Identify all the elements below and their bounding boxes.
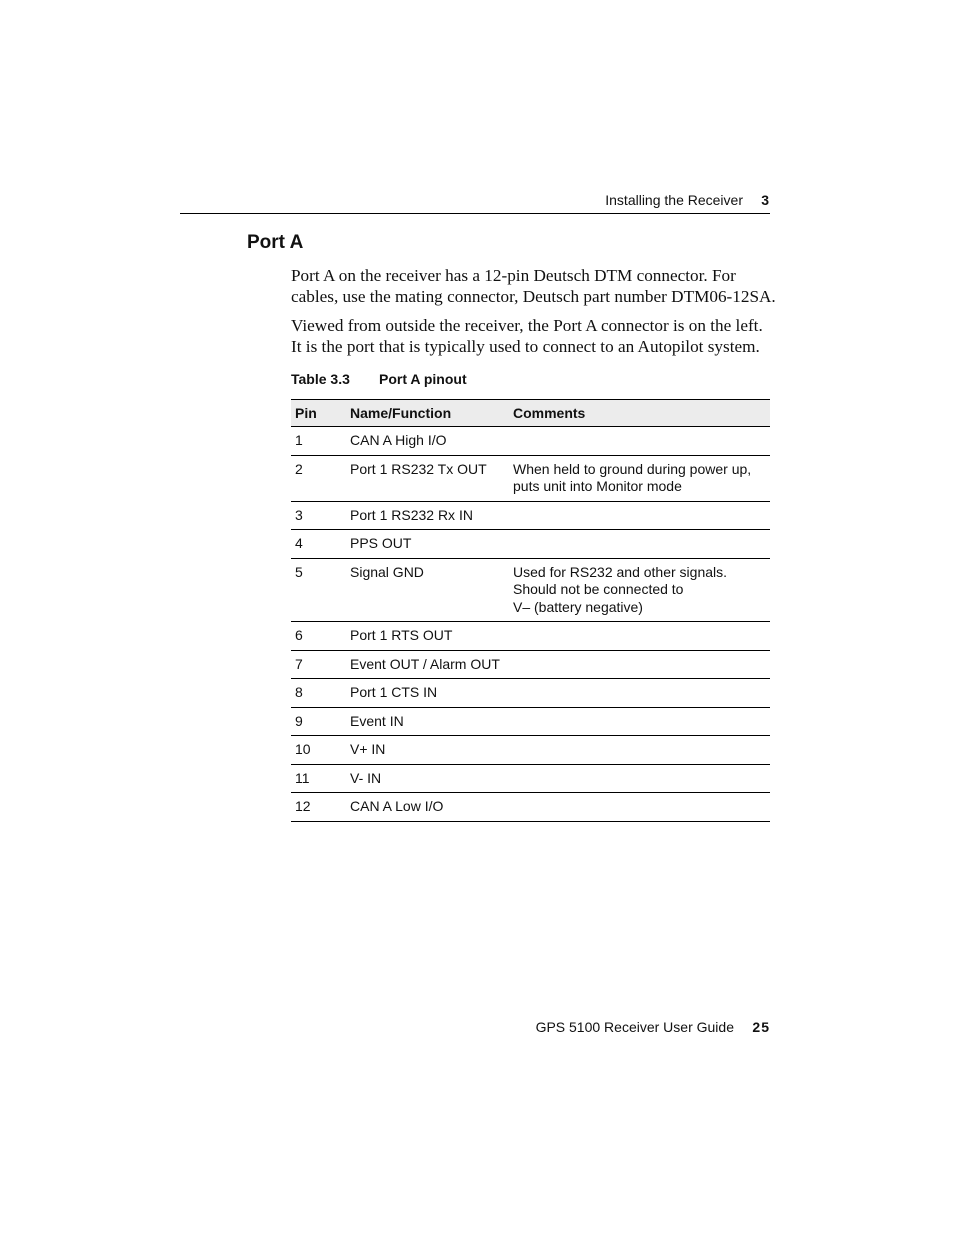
- table-row: [291, 793, 770, 822]
- name-function-cell: PPS OUT: [346, 530, 509, 559]
- column-header-name-function: Name/Function: [346, 400, 509, 427]
- pin-cell: 8: [291, 679, 346, 708]
- comment-cell: [509, 793, 770, 822]
- comment-cell: [509, 764, 770, 793]
- document-title: GPS 5100 Receiver User Guide: [535, 1019, 734, 1035]
- comment-cell: [509, 427, 770, 456]
- pin-cell: 4: [291, 530, 346, 559]
- name-function-cell: Port 1 RS232 Rx IN: [346, 501, 509, 530]
- table-caption-title: Port A pinout: [379, 371, 467, 387]
- running-footer: [180, 1019, 770, 1039]
- chapter-number: 3: [761, 192, 769, 208]
- body-paragraph: Port A on the receiver has a 12-pin Deutsch DTM connector. For cables, use the mating connector, Deutsch part number DTM06-12SA.: [291, 266, 776, 306]
- table-row: [291, 501, 770, 530]
- table-row: [291, 736, 770, 765]
- pin-cell: 9: [291, 707, 346, 736]
- name-function-cell: Signal GND: [346, 558, 509, 622]
- comment-cell: [509, 736, 770, 765]
- table-caption-number: Table 3.3: [291, 371, 350, 387]
- page-number: 25: [752, 1019, 770, 1035]
- comment-cell: [509, 707, 770, 736]
- table-row: [291, 455, 770, 501]
- comment-cell: [509, 650, 770, 679]
- pin-cell: 7: [291, 650, 346, 679]
- pin-cell: 11: [291, 764, 346, 793]
- name-function-cell: Port 1 RTS OUT: [346, 622, 509, 651]
- comment-cell: [509, 622, 770, 651]
- pin-cell: 1: [291, 427, 346, 456]
- pin-cell: 5: [291, 558, 346, 622]
- pinout-table: [291, 399, 770, 822]
- table-row: [291, 650, 770, 679]
- comment-cell: [509, 501, 770, 530]
- table-body: [291, 427, 770, 822]
- chapter-title: Installing the Receiver: [605, 192, 743, 208]
- table-row: [291, 707, 770, 736]
- name-function-cell: Event OUT / Alarm OUT: [346, 650, 509, 679]
- comment-cell: Used for RS232 and other signals. Should not be connected to V– (battery negative): [509, 558, 770, 622]
- comment-cell: [509, 679, 770, 708]
- comment-cell: When held to ground during power up, puts unit into Monitor mode: [509, 455, 770, 501]
- section-heading: Port A: [247, 232, 304, 253]
- running-header: [180, 190, 770, 214]
- column-header-pin: Pin: [291, 400, 346, 427]
- name-function-cell: Port 1 RS232 Tx OUT: [346, 455, 509, 501]
- column-header-comments: Comments: [509, 400, 770, 427]
- comment-cell: [509, 530, 770, 559]
- name-function-cell: V+ IN: [346, 736, 509, 765]
- pin-cell: 12: [291, 793, 346, 822]
- table-row: [291, 427, 770, 456]
- table-row: [291, 679, 770, 708]
- table-header-row: [291, 400, 770, 427]
- name-function-cell: CAN A Low I/O: [346, 793, 509, 822]
- name-function-cell: V- IN: [346, 764, 509, 793]
- table-row: [291, 764, 770, 793]
- name-function-cell: Event IN: [346, 707, 509, 736]
- pin-cell: 6: [291, 622, 346, 651]
- table-row: [291, 558, 770, 622]
- body-paragraph: Viewed from outside the receiver, the Port A connector is on the left. It is the port that is typically used to connect to an Autopilot system.: [291, 316, 763, 356]
- name-function-cell: Port 1 CTS IN: [346, 679, 509, 708]
- table-row: [291, 622, 770, 651]
- pin-cell: 2: [291, 455, 346, 501]
- name-function-cell: CAN A High I/O: [346, 427, 509, 456]
- table-caption: [291, 371, 467, 387]
- table-row: [291, 530, 770, 559]
- pin-cell: 10: [291, 736, 346, 765]
- pin-cell: 3: [291, 501, 346, 530]
